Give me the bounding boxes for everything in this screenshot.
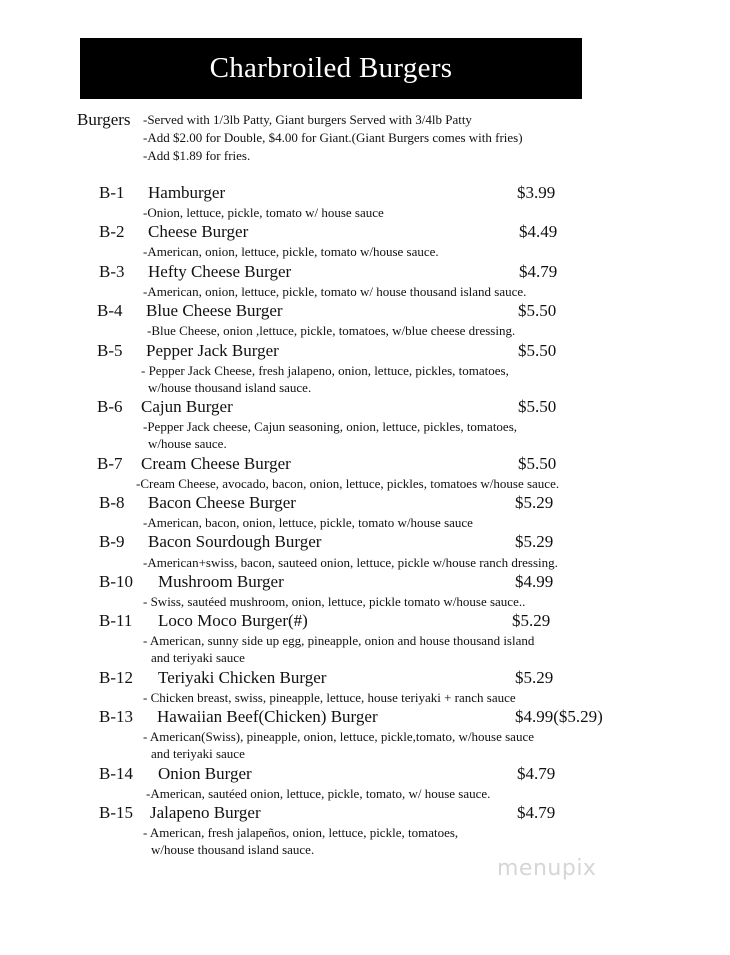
item-desc: - American, sunny side up egg, pineapple, onion and house thousand island [143,633,535,648]
item-code: B-7 [97,454,123,473]
item-code: B-12 [99,668,133,687]
page-title: Charbroiled Burgers [209,52,453,84]
item-name: Pepper Jack Burger [146,341,279,360]
item-price: $4.99($5.29) [515,707,603,726]
item-desc: w/house thousand island sauce. [148,380,312,395]
item-desc: -American, bacon, onion, lettuce, pickle, tomato w/house sauce [143,515,473,530]
item-price: $5.29 [512,611,551,630]
item-desc: -Blue Cheese, onion ,lettuce, pickle, tomatoes, w/blue cheese dressing. [147,323,516,338]
item-code: B-6 [97,397,123,416]
item-price: $4.79 [517,803,556,822]
item-desc: - American, fresh jalapeños, onion, lettuce, pickle, tomatoes, [143,825,459,840]
item-code: B-5 [97,341,123,360]
item-desc: w/house sauce. [148,436,227,451]
title-bar [80,38,582,99]
watermark: menupix [497,856,597,881]
intro-line: -Add $2.00 for Double, $4.00 for Giant.(Giant Burgers comes with fries) [143,130,523,145]
intro-heading: Burgers [77,110,131,129]
item-name: Mushroom Burger [158,572,284,591]
item-name: Bacon Sourdough Burger [148,532,322,551]
item-desc: -American, onion, lettuce, pickle, tomato w/house sauce. [143,244,439,259]
item-name: Cajun Burger [141,397,233,416]
item-code: B-3 [99,262,125,281]
item-price: $4.99 [515,572,554,591]
item-code: B-13 [99,707,133,726]
item-price: $5.50 [518,301,557,320]
item-code: B-4 [97,301,123,320]
item-price: $4.49 [519,222,558,241]
item-desc: - Swiss, sautéed mushroom, onion, lettuce, pickle tomato w/house sauce.. [143,594,526,609]
item-code: B-10 [99,572,133,591]
item-name: Cream Cheese Burger [141,454,291,473]
item-desc: and teriyaki sauce [151,650,245,665]
item-name: Jalapeno Burger [150,803,261,822]
item-name: Blue Cheese Burger [146,301,283,320]
item-code: B-14 [99,764,133,783]
item-desc: - Chicken breast, swiss, pineapple, lettuce, house teriyaki + ranch sauce [143,690,516,705]
item-desc: w/house thousand island sauce. [151,842,315,857]
item-price: $4.79 [519,262,558,281]
item-code: B-15 [99,803,133,822]
item-code: B-1 [99,183,125,202]
item-price: $3.99 [517,183,556,202]
item-name: Teriyaki Chicken Burger [158,668,327,687]
item-code: B-11 [99,611,133,630]
item-desc: -American+swiss, bacon, sauteed onion, lettuce, pickle w/house ranch dressing. [143,555,558,570]
item-price: $5.29 [515,668,554,687]
item-price: $5.50 [518,397,557,416]
item-name: Hawaiian Beef(Chicken) Burger [157,707,378,726]
item-name: Loco Moco Burger(#) [158,611,308,630]
item-desc: -American, sautéed onion, lettuce, pickle, tomato, w/ house sauce. [146,786,491,801]
item-desc: -Onion, lettuce, pickle, tomato w/ house sauce [143,205,384,220]
item-name: Hefty Cheese Burger [148,262,292,281]
item-name: Hamburger [148,183,226,202]
intro-line: -Served with 1/3lb Patty, Giant burgers Served with 3/4lb Patty [143,112,472,127]
item-desc: -Pepper Jack cheese, Cajun seasoning, onion, lettuce, pickles, tomatoes, [143,419,518,434]
intro-line: -Add $1.89 for fries. [143,148,251,163]
item-code: B-9 [99,532,125,551]
item-desc: and teriyaki sauce [151,746,245,761]
item-name: Onion Burger [158,764,252,783]
item-desc: - Pepper Jack Cheese, fresh jalapeno, onion, lettuce, pickles, tomatoes, [141,363,509,378]
item-desc: - American(Swiss), pineapple, onion, lettuce, pickle,tomato, w/house sauce [143,729,534,744]
item-price: $4.79 [517,764,556,783]
item-price: $5.50 [518,454,557,473]
item-price: $5.50 [518,341,557,360]
item-price: $5.29 [515,532,554,551]
item-desc: -Cream Cheese, avocado, bacon, onion, lettuce, pickles, tomatoes w/house sauce. [136,476,560,491]
item-price: $5.29 [515,493,554,512]
item-code: B-2 [99,222,125,241]
item-desc: -American, onion, lettuce, pickle, tomato w/ house thousand island sauce. [143,284,527,299]
item-name: Cheese Burger [148,222,249,241]
item-code: B-8 [99,493,125,512]
item-name: Bacon Cheese Burger [148,493,296,512]
